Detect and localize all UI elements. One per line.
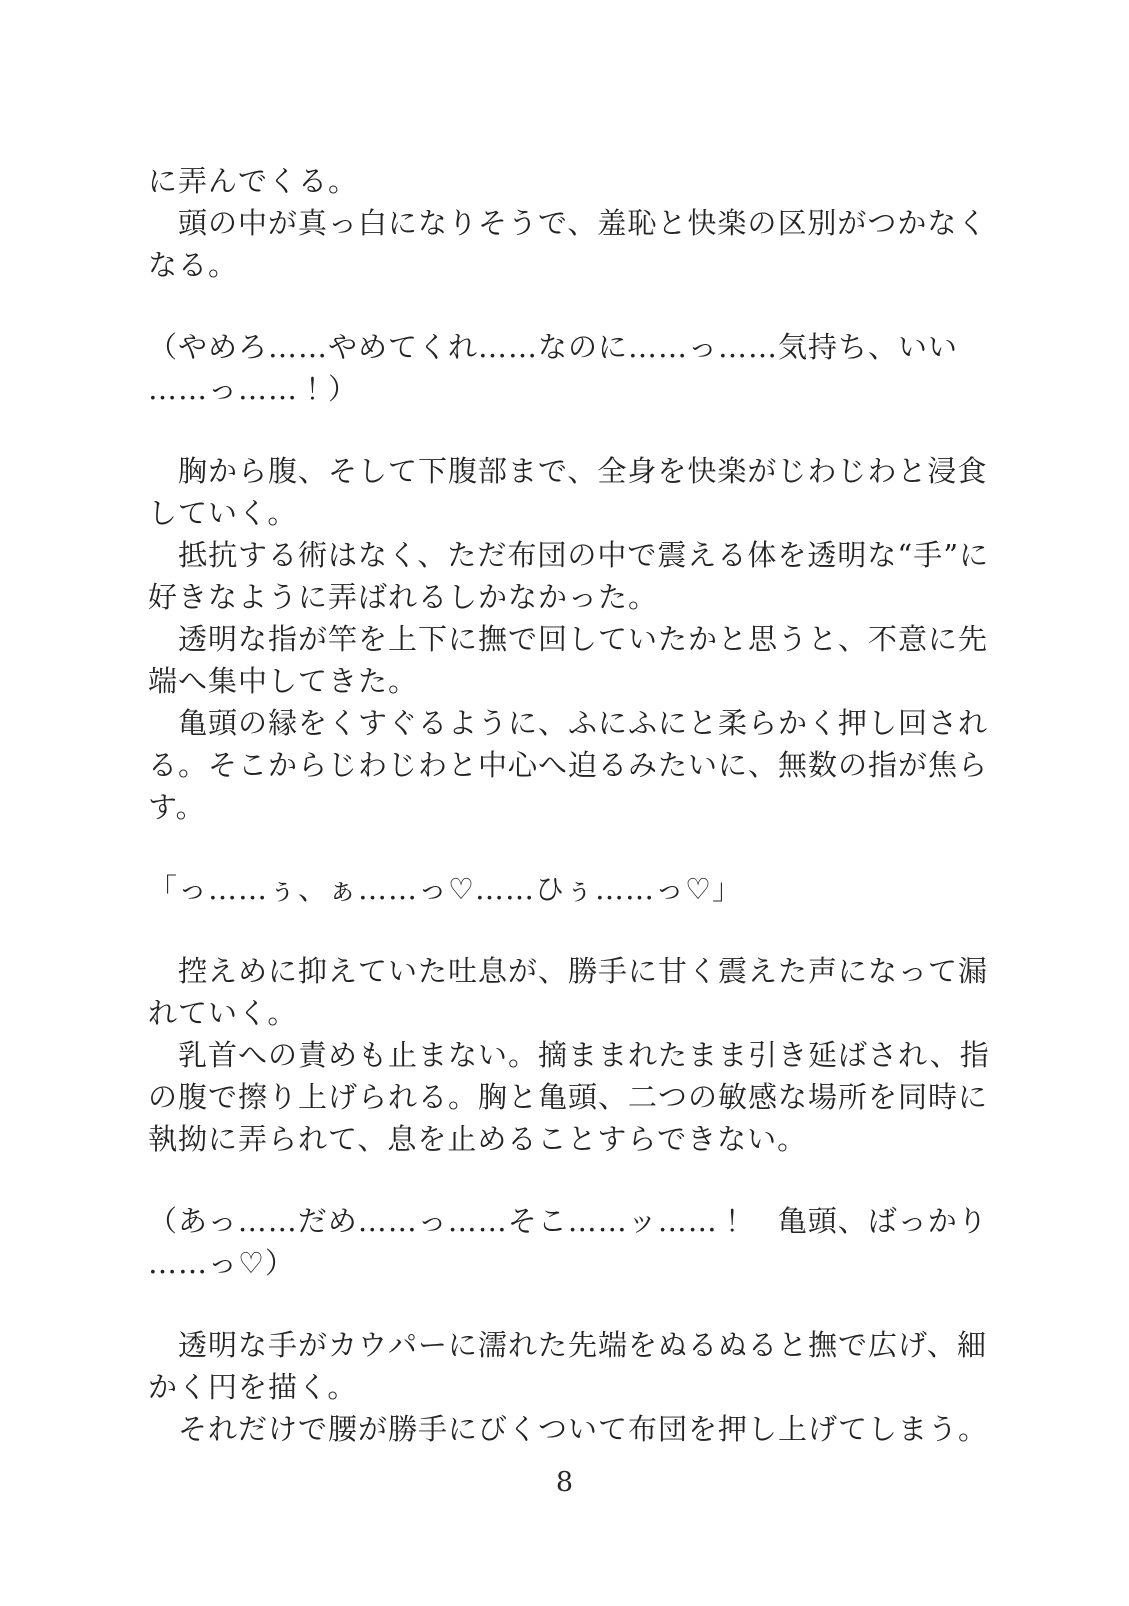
text-line: 「っ……ぅ、ぁ……っ♡……ひぅ……っ♡」	[148, 872, 742, 906]
text-line: 胸から腹、そして下腹部まで、全身を快楽がじわじわと浸食	[148, 454, 988, 488]
text-line: なる。	[148, 248, 239, 282]
text-line: 頭の中が真っ白になりそうで、羞恥と快楽の区別がつかなく	[148, 206, 988, 240]
text-line: 乳首への責めも止まない。摘ままれたまま引き延ばされ、指	[148, 1038, 990, 1072]
paragraph-block	[148, 450, 990, 828]
text-line: ……っ♡）	[148, 1246, 295, 1280]
text-line: 好きなように弄ばれるしかなかった。	[148, 580, 659, 614]
text-line: の腹で擦り上げられる。胸と亀頭、二つの敏感な場所を同時に	[148, 1080, 989, 1114]
text-line: 端へ集中してきた。	[148, 664, 419, 698]
text-line: 抵抗する術はなく、ただ布団の中で震える体を透明な“手”に	[148, 538, 990, 572]
text-line: それだけで腰が勝手にびくついて布団を押し上げてしまう。	[148, 1412, 989, 1446]
text-column	[148, 160, 990, 1450]
paragraph-block	[148, 1200, 990, 1284]
paragraph-block	[148, 1324, 990, 1450]
text-line: 執拗に弄られて、息を止めることすらできない。	[148, 1122, 808, 1156]
text-line: 控えめに抑えていた吐息が、勝手に甘く震えた声になって漏	[148, 954, 989, 988]
text-line: る。そこからじわじわと中心へ迫るみたいに、無数の指が焦ら	[148, 748, 989, 782]
text-line: ……っ……！）	[148, 372, 359, 406]
text-line: していく。	[148, 496, 298, 530]
text-line: 亀頭の縁をくすぐるように、ふにふにと柔らかく押し回され	[148, 706, 989, 740]
text-line: す。	[148, 790, 206, 824]
text-line: 透明な手がカウパーに濡れた先端をぬるぬると撫で広げ、細	[148, 1328, 987, 1362]
text-line: れていく。	[148, 996, 298, 1030]
text-line: に弄んでくる。	[148, 164, 359, 198]
paragraph-block	[148, 868, 990, 910]
text-line: 透明な指が竿を上下に撫で回していたかと思うと、不意に先	[148, 622, 989, 656]
text-line: （やめろ……やめてくれ……なのに……っ……気持ち、いい	[148, 330, 959, 364]
paragraph-block	[148, 950, 990, 1160]
text-line: （あっ……だめ……っ……そこ……ッ……！ 亀頭、ばっかり	[148, 1204, 988, 1238]
paragraph-block	[148, 326, 990, 410]
page-number: 8	[555, 1467, 574, 1498]
paragraph-block	[148, 160, 990, 286]
text-line: かく円を描く。	[148, 1370, 358, 1404]
